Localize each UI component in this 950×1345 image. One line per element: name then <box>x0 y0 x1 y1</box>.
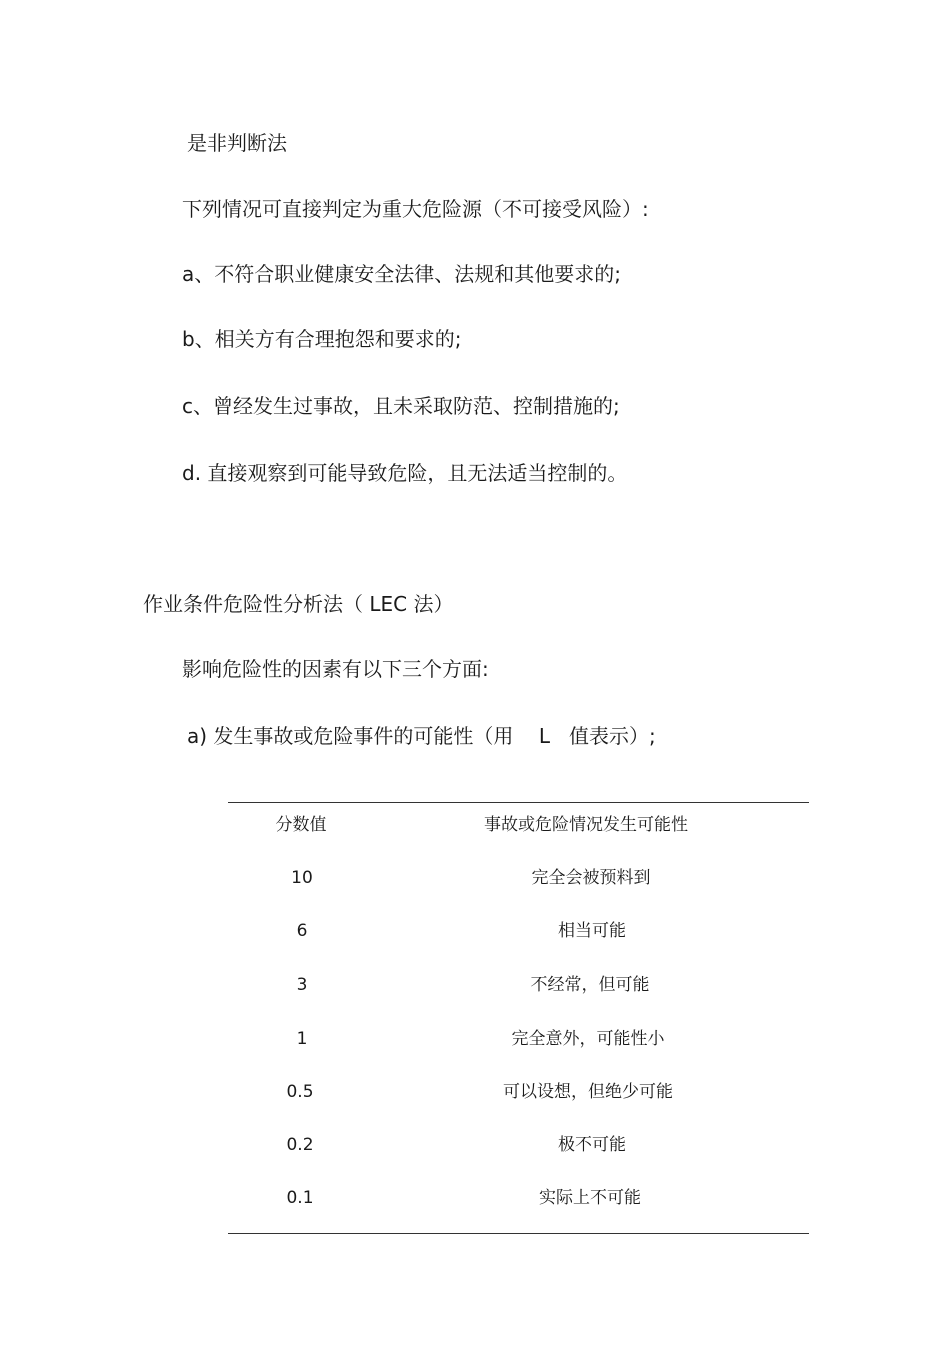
table-cell-score: 0.2 <box>286 1135 314 1155</box>
table-cell-likelihood: 完全意外，可能性小 <box>511 1029 665 1049</box>
table-cell-likelihood: 实际上不可能 <box>539 1188 641 1208</box>
table-cell-likelihood: 可以设想，但绝少可能 <box>503 1082 673 1102</box>
section-title-lec: 作业条件危险性分析法（ LEC 法） <box>143 592 454 616</box>
section-intro-lec: 影响危险性的因素有以下三个方面: <box>182 657 489 681</box>
likelihood-table <box>228 802 809 1234</box>
table-header-likelihood: 事故或危险情况发生可能性 <box>484 815 688 835</box>
list-item-d: d. 直接观察到可能导致危险，且无法适当控制的。 <box>182 461 628 485</box>
table-cell-likelihood: 极不可能 <box>558 1135 626 1155</box>
list-item-c: c、曾经发生过事故，且未采取防范、控制措施的; <box>182 394 620 418</box>
table-cell-likelihood: 完全会被预料到 <box>531 868 651 888</box>
table-cell-likelihood: 不经常，但可能 <box>530 975 650 995</box>
table-cell-score: 10 <box>291 868 313 888</box>
table-cell-score: 0.1 <box>286 1188 314 1208</box>
section-intro-judgment: 下列情况可直接判定为重大危险源（不可接受风险）: <box>182 197 649 221</box>
table-cell-score: 6 <box>296 921 308 941</box>
table-cell-score: 1 <box>296 1029 308 1049</box>
list-item-a: a、不符合职业健康安全法律、法规和其他要求的; <box>182 262 621 286</box>
section-title-judgment: 是非判断法 <box>187 131 287 155</box>
table-cell-score: 3 <box>296 975 308 995</box>
list-item-lec-a: a) 发生事故或危险事件的可能性（用 L 值表示）; <box>187 724 656 748</box>
table-header-score: 分数值 <box>275 815 327 835</box>
table-cell-likelihood: 相当可能 <box>558 921 626 941</box>
list-item-b: b、相关方有合理抱怨和要求的; <box>182 327 462 351</box>
table-cell-score: 0.5 <box>286 1082 314 1102</box>
